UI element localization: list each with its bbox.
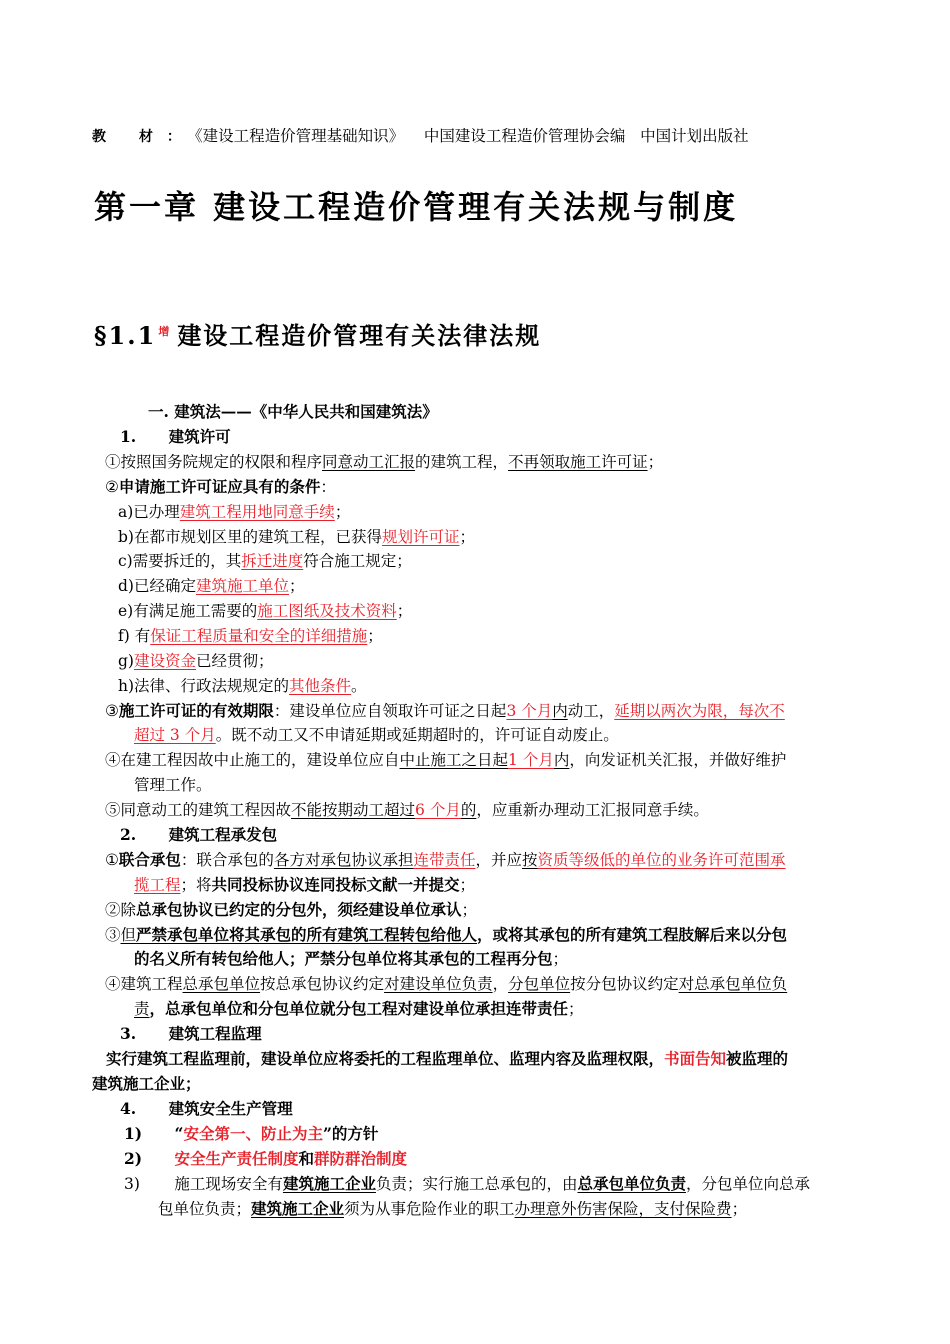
condition-item xyxy=(118,649,274,673)
text: 符合施工规定； xyxy=(303,552,412,570)
condition-item xyxy=(118,574,305,598)
marker: ③ xyxy=(105,702,119,720)
text: 除 xyxy=(120,901,137,919)
bold-underlined-text: 建筑施工企业 xyxy=(282,1174,376,1193)
section-number: §1.1 xyxy=(94,321,157,350)
bold-text: 总承包协议已约定的分包外，须经建设单位承认 xyxy=(136,900,462,919)
underlined-text: 中止施工之日起 xyxy=(399,751,509,769)
s1-p1 xyxy=(105,450,663,474)
underlined-text: 同意动工汇报 xyxy=(322,453,416,471)
s4-item2 xyxy=(124,1147,407,1171)
red-text: 建筑施工单位 xyxy=(195,577,289,595)
section-heading xyxy=(94,316,541,351)
underlined-text: 对总承包单位负 xyxy=(678,975,788,993)
textbook-editor: 中国建设工程造价管理协会编 xyxy=(423,127,626,145)
item-number: 3) xyxy=(124,1175,140,1193)
s2-title: 建筑工程承发包 xyxy=(168,825,278,844)
text: e)有满足施工需要的 xyxy=(118,602,258,620)
s4-item3-line2 xyxy=(158,1197,747,1221)
text: d)已经确定 xyxy=(118,577,196,595)
red-text: 安全第一、防止为主 xyxy=(183,1124,323,1143)
text: 。 xyxy=(351,677,367,695)
text: 。既不动工又不申请延期或延期超时的，许可证自动废止。 xyxy=(215,726,619,744)
text: 须为从事危险作业的职工 xyxy=(344,1200,515,1218)
s1-p5 xyxy=(105,798,709,822)
text: ，分包单位向总承 xyxy=(685,1175,810,1193)
textbook-info xyxy=(92,124,749,146)
red-text: 施工图纸及技术资料 xyxy=(257,602,397,620)
text: ”的方针 xyxy=(322,1124,379,1143)
text: ； xyxy=(647,453,664,471)
underlined-text: 办理意外伤害保险，支付保险费 xyxy=(514,1200,732,1218)
textbook-publisher: 中国计划出版社 xyxy=(640,127,749,145)
marker: ① xyxy=(105,453,121,471)
s3-body-line2: 建筑施工企业； xyxy=(92,1074,201,1093)
red-text: 3 个月 xyxy=(506,702,553,720)
text: g) xyxy=(118,652,134,670)
condition-item xyxy=(118,674,367,698)
red-text: 拆迁进度 xyxy=(241,552,304,570)
red-text: 揽工程 xyxy=(134,876,181,894)
text: ；将 xyxy=(180,876,212,894)
text: ，应重新办理动工汇报同意手续。 xyxy=(476,801,709,819)
item-number: 2) xyxy=(124,1149,143,1168)
section-badge: 增 xyxy=(158,325,172,338)
s1-p2 xyxy=(105,475,336,499)
marker: ① xyxy=(105,851,119,869)
text: 按总承包协议约定 xyxy=(260,975,385,993)
part1-heading: 一. 建筑法——《中华人民共和国建筑法》 xyxy=(148,402,438,421)
text: ； xyxy=(367,627,383,645)
underlined-text: 责 xyxy=(134,1000,150,1018)
text: “ xyxy=(174,1124,184,1143)
condition-item xyxy=(118,549,412,573)
text: ； xyxy=(334,503,351,521)
text: ； xyxy=(731,1200,748,1218)
text: ； xyxy=(459,528,476,546)
underlined-text: 的 xyxy=(460,801,477,819)
text: 动工， xyxy=(567,702,615,720)
text: ：建设单位应自领取许可证之日起 xyxy=(273,702,507,720)
marker: ② xyxy=(105,478,119,496)
red-text: 建设资金 xyxy=(133,652,196,670)
red-text: 群防群治制度 xyxy=(314,1149,408,1168)
condition-item xyxy=(118,599,412,623)
text: ； xyxy=(396,602,413,620)
s4-item1 xyxy=(124,1122,378,1146)
marker: ② xyxy=(105,901,121,919)
red-text: 安全生产责任制度 xyxy=(174,1149,299,1168)
underlined-text: 对建设单位负责 xyxy=(384,975,493,993)
bold-underlined-text: 总承包单位负责 xyxy=(577,1174,686,1193)
text: 和 xyxy=(298,1149,315,1168)
s2-heading xyxy=(120,823,277,847)
text: 在建工程因故中止施工的，建设单位应自 xyxy=(120,751,400,769)
s2-p2 xyxy=(105,898,477,922)
bold-text: 共同投标协议连同投标文献一并提交 xyxy=(211,875,460,894)
s3-title: 建筑工程监理 xyxy=(168,1024,262,1043)
text: 同意动工的建筑工程因故 xyxy=(120,801,292,819)
section-title: 建设工程造价管理有关法律法规 xyxy=(177,321,542,350)
text: ； xyxy=(568,1000,584,1018)
text: ； xyxy=(459,876,476,894)
red-text: 其他条件 xyxy=(289,677,352,695)
bold-text: 申请施工许可证应具有的条件 xyxy=(118,477,321,496)
text: 已经贯彻； xyxy=(196,652,274,670)
underlined-text: 不能按期动工超过 xyxy=(291,801,416,819)
underlined-text: 内 xyxy=(552,702,568,720)
text: ； xyxy=(289,577,305,595)
s2-p1-line1 xyxy=(105,848,786,872)
text: a)已办理 xyxy=(118,503,180,521)
item-number: 1) xyxy=(124,1124,143,1143)
condition-item xyxy=(118,525,475,549)
red-text: 保证工程质量和安全的详细措施 xyxy=(150,627,368,645)
s2-p4-line2 xyxy=(134,997,584,1021)
marker: ④ xyxy=(105,751,121,769)
red-text: 超过 3 个月 xyxy=(134,726,216,744)
text: ； xyxy=(461,901,478,919)
text: ：联合承包的 xyxy=(180,851,274,869)
text: ，向发证机关汇报，并做好维护 xyxy=(569,751,787,769)
s1-p3-line2 xyxy=(134,723,619,747)
underlined-text: 内 xyxy=(553,751,570,769)
underlined-text: 分包单位 xyxy=(508,975,571,993)
red-text: 书面告知 xyxy=(664,1049,727,1068)
s4-title: 建筑安全生产管理 xyxy=(168,1099,293,1118)
bold-text: 实行建筑工程监理前，建设单位应将委托的工程监理单位、监理内容及监理权限， xyxy=(106,1049,665,1068)
text: ： xyxy=(320,478,336,496)
red-text: 6 个月 xyxy=(415,801,461,819)
text: b)在都市规划区里的建筑工程，已获得 xyxy=(118,528,382,546)
underlined-text: 但 xyxy=(120,926,137,944)
bold-text: ，总承包单位和分包单位就分包工程对建设单位承担连带责任 xyxy=(149,999,569,1018)
s1-p4-line2: 管理工作。 xyxy=(134,776,212,794)
red-text: 1 个月 xyxy=(508,751,554,769)
s4-number: 4. xyxy=(120,1099,137,1118)
text: ，并应 xyxy=(475,851,522,869)
underlined-text: 各方对承包协议承担 xyxy=(273,851,414,869)
s3-body-line1 xyxy=(106,1047,788,1071)
red-text: 规划许可证 xyxy=(381,528,460,546)
marker: ④ xyxy=(105,975,121,993)
s2-p4-line1 xyxy=(105,972,787,996)
textbook-label: 教 材： xyxy=(92,129,195,145)
text: h)法律、行政法规规定的 xyxy=(118,677,290,695)
s3-heading xyxy=(120,1022,262,1046)
s2-p1-line2 xyxy=(134,873,475,897)
text: ， xyxy=(492,975,509,993)
condition-item xyxy=(118,500,350,524)
red-text: 连带责任 xyxy=(413,851,476,869)
underlined-text: 不再领取施工许可证 xyxy=(508,453,648,471)
bold-text: 被监理的 xyxy=(726,1049,789,1068)
text: 施工现场安全有 xyxy=(174,1175,283,1193)
s1-p3-line1 xyxy=(105,699,785,723)
bold-text: ，或将其承包的所有建筑工程肢解后来以分包 xyxy=(477,925,788,944)
text: 按分包协议约定 xyxy=(570,975,679,993)
s1-title: 建筑许可 xyxy=(168,427,231,446)
red-text: 建筑工程用地同意手续 xyxy=(179,503,335,521)
textbook-title: 《建设工程造价管理基础知识》 xyxy=(194,127,405,145)
s1-p4-line1 xyxy=(105,748,786,772)
bold-text: 施工许可证的有效期限 xyxy=(118,701,274,720)
chapter-title: 第一章 建设工程造价管理有关法规与制度 xyxy=(94,188,739,226)
text: f) 有 xyxy=(118,627,151,645)
text: 按照国务院规定的权限和程序 xyxy=(120,453,323,471)
s1-number: 1. xyxy=(120,427,137,446)
s4-item3-line1 xyxy=(124,1172,810,1196)
text: 负责；实行施工总承包的，由 xyxy=(375,1175,578,1193)
s1-heading xyxy=(120,425,231,449)
s2-p3-line2 xyxy=(134,947,568,971)
text: 建筑工程 xyxy=(120,975,183,993)
marker: ③ xyxy=(105,926,121,944)
bold-underlined-text: 严禁承包单位将其承包的所有建筑工程转包给他人 xyxy=(136,925,478,944)
bold-text: 的名义所有转包给他人；严禁分包单位将其承包的工程再分包 xyxy=(134,949,553,968)
s3-number: 3. xyxy=(120,1024,137,1043)
red-text: 延期以两次为限，每次不 xyxy=(614,702,785,720)
text: 的建筑工程， xyxy=(415,453,509,471)
bold-underlined-text: 建筑施工企业 xyxy=(251,1199,345,1218)
text: c)需要拆迁的，其 xyxy=(118,552,242,570)
s2-p3-line1 xyxy=(105,923,787,947)
condition-item xyxy=(118,624,383,648)
s4-heading xyxy=(120,1097,293,1121)
underlined-text: 按 xyxy=(521,851,538,869)
underlined-text: 总承包单位 xyxy=(182,975,261,993)
text: ； xyxy=(552,950,569,968)
red-text: 资质等级低的单位的业务许可范围承 xyxy=(537,851,786,869)
marker: ⑤ xyxy=(105,801,121,819)
text: 包单位负责； xyxy=(158,1200,252,1218)
bold-text: 联合承包 xyxy=(118,850,181,869)
s2-number: 2. xyxy=(120,825,137,844)
